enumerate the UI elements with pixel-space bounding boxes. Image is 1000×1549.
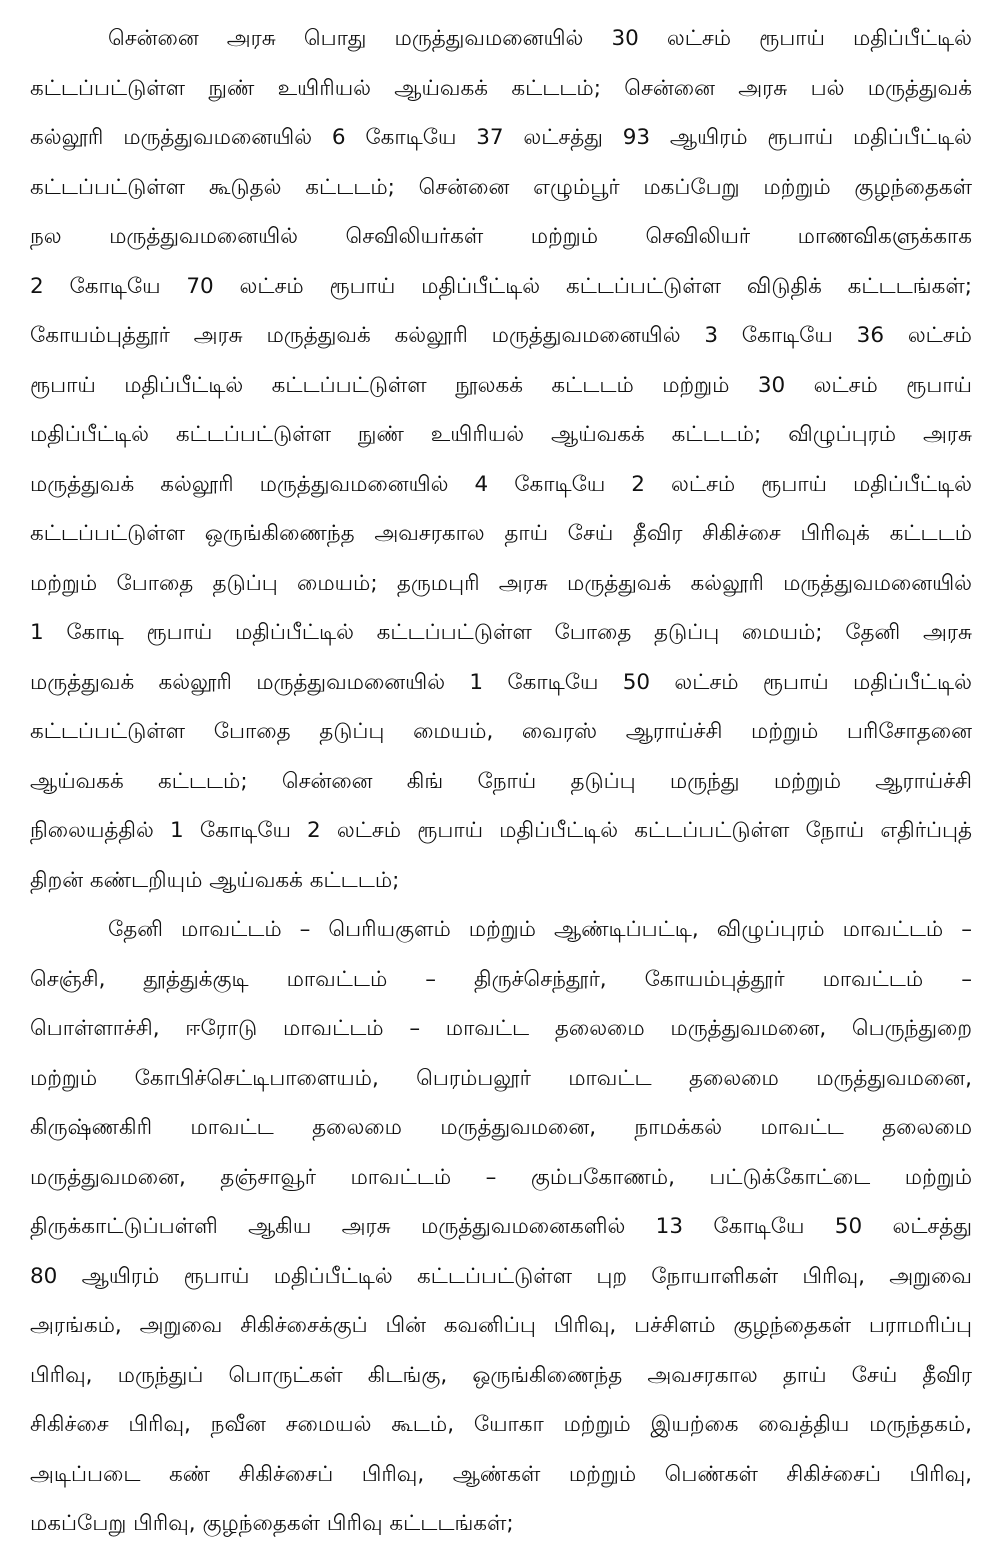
text-line: மருத்துவக் கல்லூரி மருத்துவமனையில் 4 கோடியே 2 லட்சம் ரூபாய் மதிப்பீட்டில் xyxy=(30,471,972,497)
text-line: மற்றும் போதை தடுப்பு மையம்; தருமபுரி அரசு மருத்துவக் கல்லூரி மருத்துவமனையில் xyxy=(30,570,972,596)
text-line: கல்லூரி மருத்துவமனையில் 6 கோடியே 37 லட்சத்து 93 ஆயிரம் ரூபாய் மதிப்பீட்டில் xyxy=(30,125,972,150)
text-line: மதிப்பீட்டில் கட்டப்பட்டுள்ள நுண் உயிரியல் ஆய்வகக் கட்டடம்; விழுப்புரம் அரசு xyxy=(30,422,972,447)
text-line: கோயம்புத்தூர் அரசு மருத்துவக் கல்லூரி மருத்துவமனையில் 3 கோடியே 36 லட்சம் xyxy=(30,323,972,348)
text-line: அரங்கம், அறுவை சிகிச்சைக்குப் பின் கவனிப்பு பிரிவு, பச்சிளம் குழந்தைகள் பராமரிப்பு xyxy=(30,1313,972,1338)
text-line: பொள்ளாச்சி, ஈரோடு மாவட்டம் – மாவட்ட தலைமை மருத்துவமனை, பெருந்துறை xyxy=(30,1016,972,1041)
text-line: செஞ்சி, தூத்துக்குடி மாவட்டம் – திருச்செந்தூர், கோயம்புத்தூர் மாவட்டம் – xyxy=(30,966,972,992)
text-line: கட்டப்பட்டுள்ள ஒருங்கிணைந்த அவசரகால தாய் சேய் தீவிர சிகிச்சை பிரிவுக் கட்டடம் xyxy=(30,521,972,546)
text-line: திருக்காட்டுப்பள்ளி ஆகிய அரசு மருத்துவமனைகளில் 13 கோடியே 50 லட்சத்து xyxy=(30,1214,972,1239)
text-line: திறன் கண்டறியும் ஆய்வகக் கட்டடம்; xyxy=(30,867,400,893)
paragraph-1 xyxy=(30,14,972,905)
text-line: மகப்பேறு பிரிவு, குழந்தைகள் பிரிவு கட்டடங்கள்; xyxy=(30,1511,514,1536)
text-line: 1 கோடி ரூபாய் மதிப்பீட்டில் கட்டப்பட்டுள்ள போதை தடுப்பு மையம்; தேனி அரசு xyxy=(30,620,972,645)
text-line: மற்றும் கோபிச்செட்டிபாளையம், பெரம்பலூர் மாவட்ட தலைமை மருத்துவமனை, xyxy=(30,1065,972,1091)
text-line: ஆய்வகக் கட்டடம்; சென்னை கிங் நோய் தடுப்பு மருந்து மற்றும் ஆராய்ச்சி xyxy=(30,768,972,794)
text-line: பிரிவு, மருந்துப் பொருட்கள் கிடங்கு, ஒருங்கிணைந்த அவசரகால தாய் சேய் தீவிர xyxy=(30,1362,972,1388)
text-line: கட்டப்பட்டுள்ள கூடுதல் கட்டடம்; சென்னை எழும்பூர் மகப்பேறு மற்றும் குழந்தைகள் xyxy=(30,174,972,200)
text-line: 2 கோடியே 70 லட்சம் ரூபாய் மதிப்பீட்டில் கட்டப்பட்டுள்ள விடுதிக் கட்டடங்கள்; xyxy=(30,273,972,299)
document-page xyxy=(30,14,972,1549)
text-line: நல மருத்துவமனையில் செவிலியர்கள் மற்றும் செவிலியர் மாணவிகளுக்காக xyxy=(30,224,972,249)
text-line: கட்டப்பட்டுள்ள போதை தடுப்பு மையம், வைரஸ் ஆராய்ச்சி மற்றும் பரிசோதனை xyxy=(30,719,972,744)
paragraph-2 xyxy=(30,905,972,1549)
text-line: நிலையத்தில் 1 கோடியே 2 லட்சம் ரூபாய் மதிப்பீட்டில் கட்டப்பட்டுள்ள நோய் எதிர்ப்புத் xyxy=(30,818,972,843)
text-line: அடிப்படை கண் சிகிச்சைப் பிரிவு, ஆண்கள் மற்றும் பெண்கள் சிகிச்சைப் பிரிவு, xyxy=(30,1461,972,1487)
text-line: ரூபாய் மதிப்பீட்டில் கட்டப்பட்டுள்ள நூலகக் கட்டடம் மற்றும் 30 லட்சம் ரூபாய் xyxy=(30,372,972,398)
text-line: தேனி மாவட்டம் – பெரியகுளம் மற்றும் ஆண்டிப்பட்டி, விழுப்புரம் மாவட்டம் – xyxy=(108,917,972,942)
text-line: மருத்துவமனை, தஞ்சாவூர் மாவட்டம் – கும்பகோணம், பட்டுக்கோட்டை மற்றும் xyxy=(30,1164,972,1190)
text-line: சிகிச்சை பிரிவு, நவீன சமையல் கூடம், யோகா மற்றும் இயற்கை வைத்திய மருந்தகம், xyxy=(30,1412,972,1437)
text-line: சென்னை அரசு பொது மருத்துவமனையில் 30 லட்சம் ரூபாய் மதிப்பீட்டில் xyxy=(108,26,972,51)
text-line: மருத்துவக் கல்லூரி மருத்துவமனையில் 1 கோடியே 50 லட்சம் ரூபாய் மதிப்பீட்டில் xyxy=(30,669,972,695)
text-line: 80 ஆயிரம் ரூபாய் மதிப்பீட்டில் கட்டப்பட்டுள்ள புற நோயாளிகள் பிரிவு, அறுவை xyxy=(30,1263,972,1289)
text-line: கிருஷ்ணகிரி மாவட்ட தலைமை மருத்துவமனை, நாமக்கல் மாவட்ட தலைமை xyxy=(30,1115,972,1140)
text-line: கட்டப்பட்டுள்ள நுண் உயிரியல் ஆய்வகக் கட்டடம்; சென்னை அரசு பல் மருத்துவக் xyxy=(30,75,972,101)
